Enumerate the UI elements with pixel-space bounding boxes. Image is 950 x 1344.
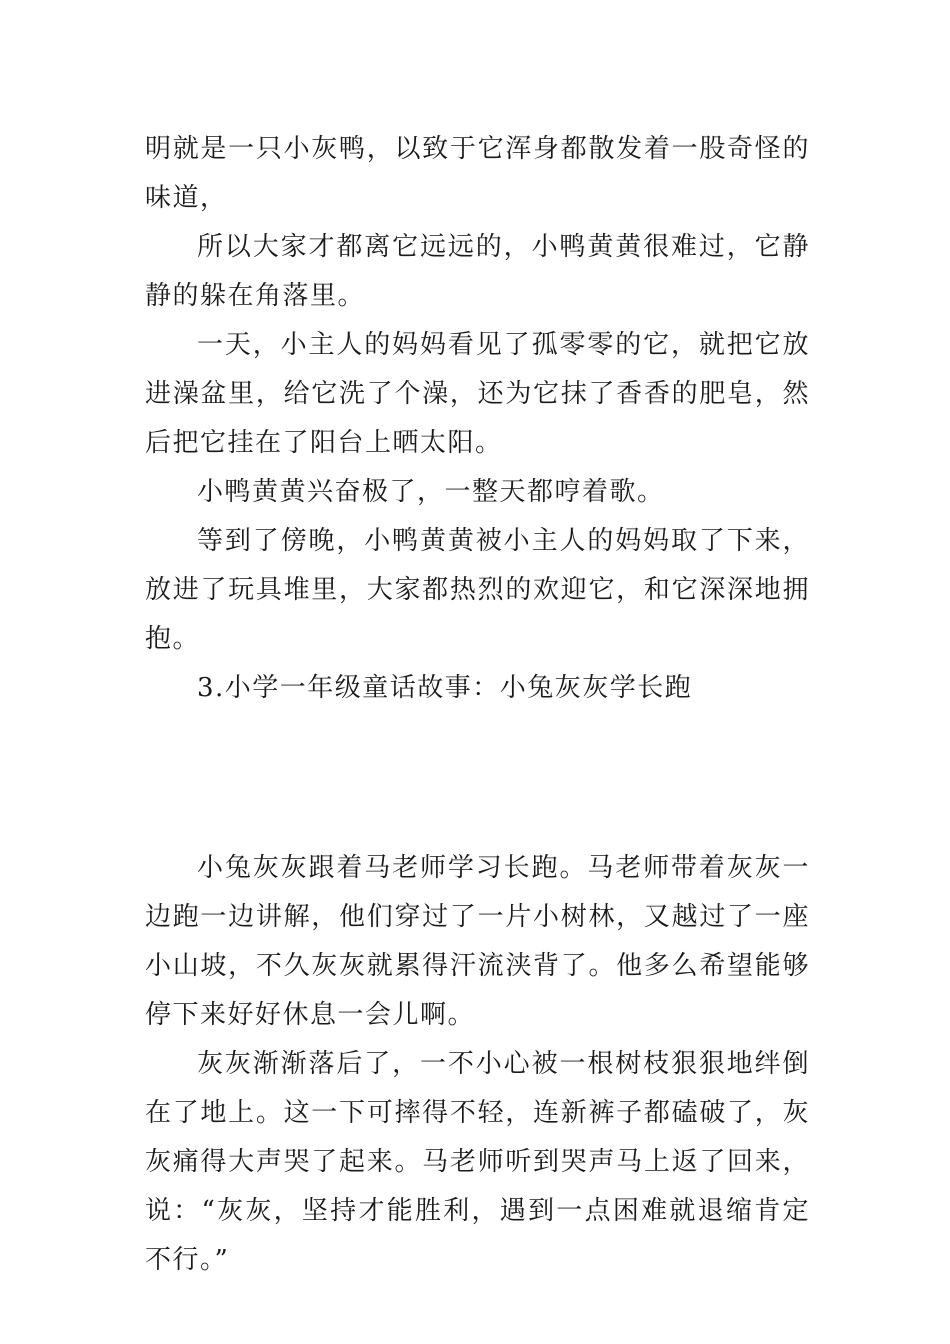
paragraph: 灰灰渐渐落后了，一不小心被一根树枝狠狠地绊倒在了地上。这一下可摔得不轻，连新裤子都磕破了，灰灰痛得大声哭了起来。马老师听到哭声马上返了回来，说：“灰灰，坚持才能胜利，遇到一点困难就退缩肯定不行。”: [145, 1049, 810, 1275]
paragraph: 一天，小主人的妈妈看见了孤零零的它，就把它放进澡盆里，给它洗了个澡，还为它抹了香香的肥皂，然后把它挂在了阳台上晒太阳。: [145, 330, 810, 458]
paragraph-continued: 明就是一只小灰鸭，以致于它浑身都散发着一股奇怪的味道，: [145, 134, 810, 213]
document-body: [145, 125, 810, 1285]
paragraph: 所以大家才都离它远远的，小鸭黄黄很难过，它静静的躲在角落里。: [145, 232, 810, 311]
section-spacer: [145, 713, 810, 844]
paragraph: 小鸭黄黄兴奋极了，一整天都哼着歌。: [197, 477, 665, 507]
section-heading: 3.小学一年级童话故事：小兔灰灰学长跑: [197, 673, 693, 703]
paragraph: 等到了傍晚，小鸭黄黄被小主人的妈妈取了下来，放进了玩具堆里，大家都热烈的欢迎它，和它深深地拥抱。: [145, 526, 810, 654]
paragraph: 小兔灰灰跟着马老师学习长跑。马老师带着灰灰一边跑一边讲解，他们穿过了一片小树林，又越过了一座小山坡，不久灰灰就累得汗流浃背了。他多么希望能够停下来好好休息一会儿啊。: [145, 853, 810, 1030]
